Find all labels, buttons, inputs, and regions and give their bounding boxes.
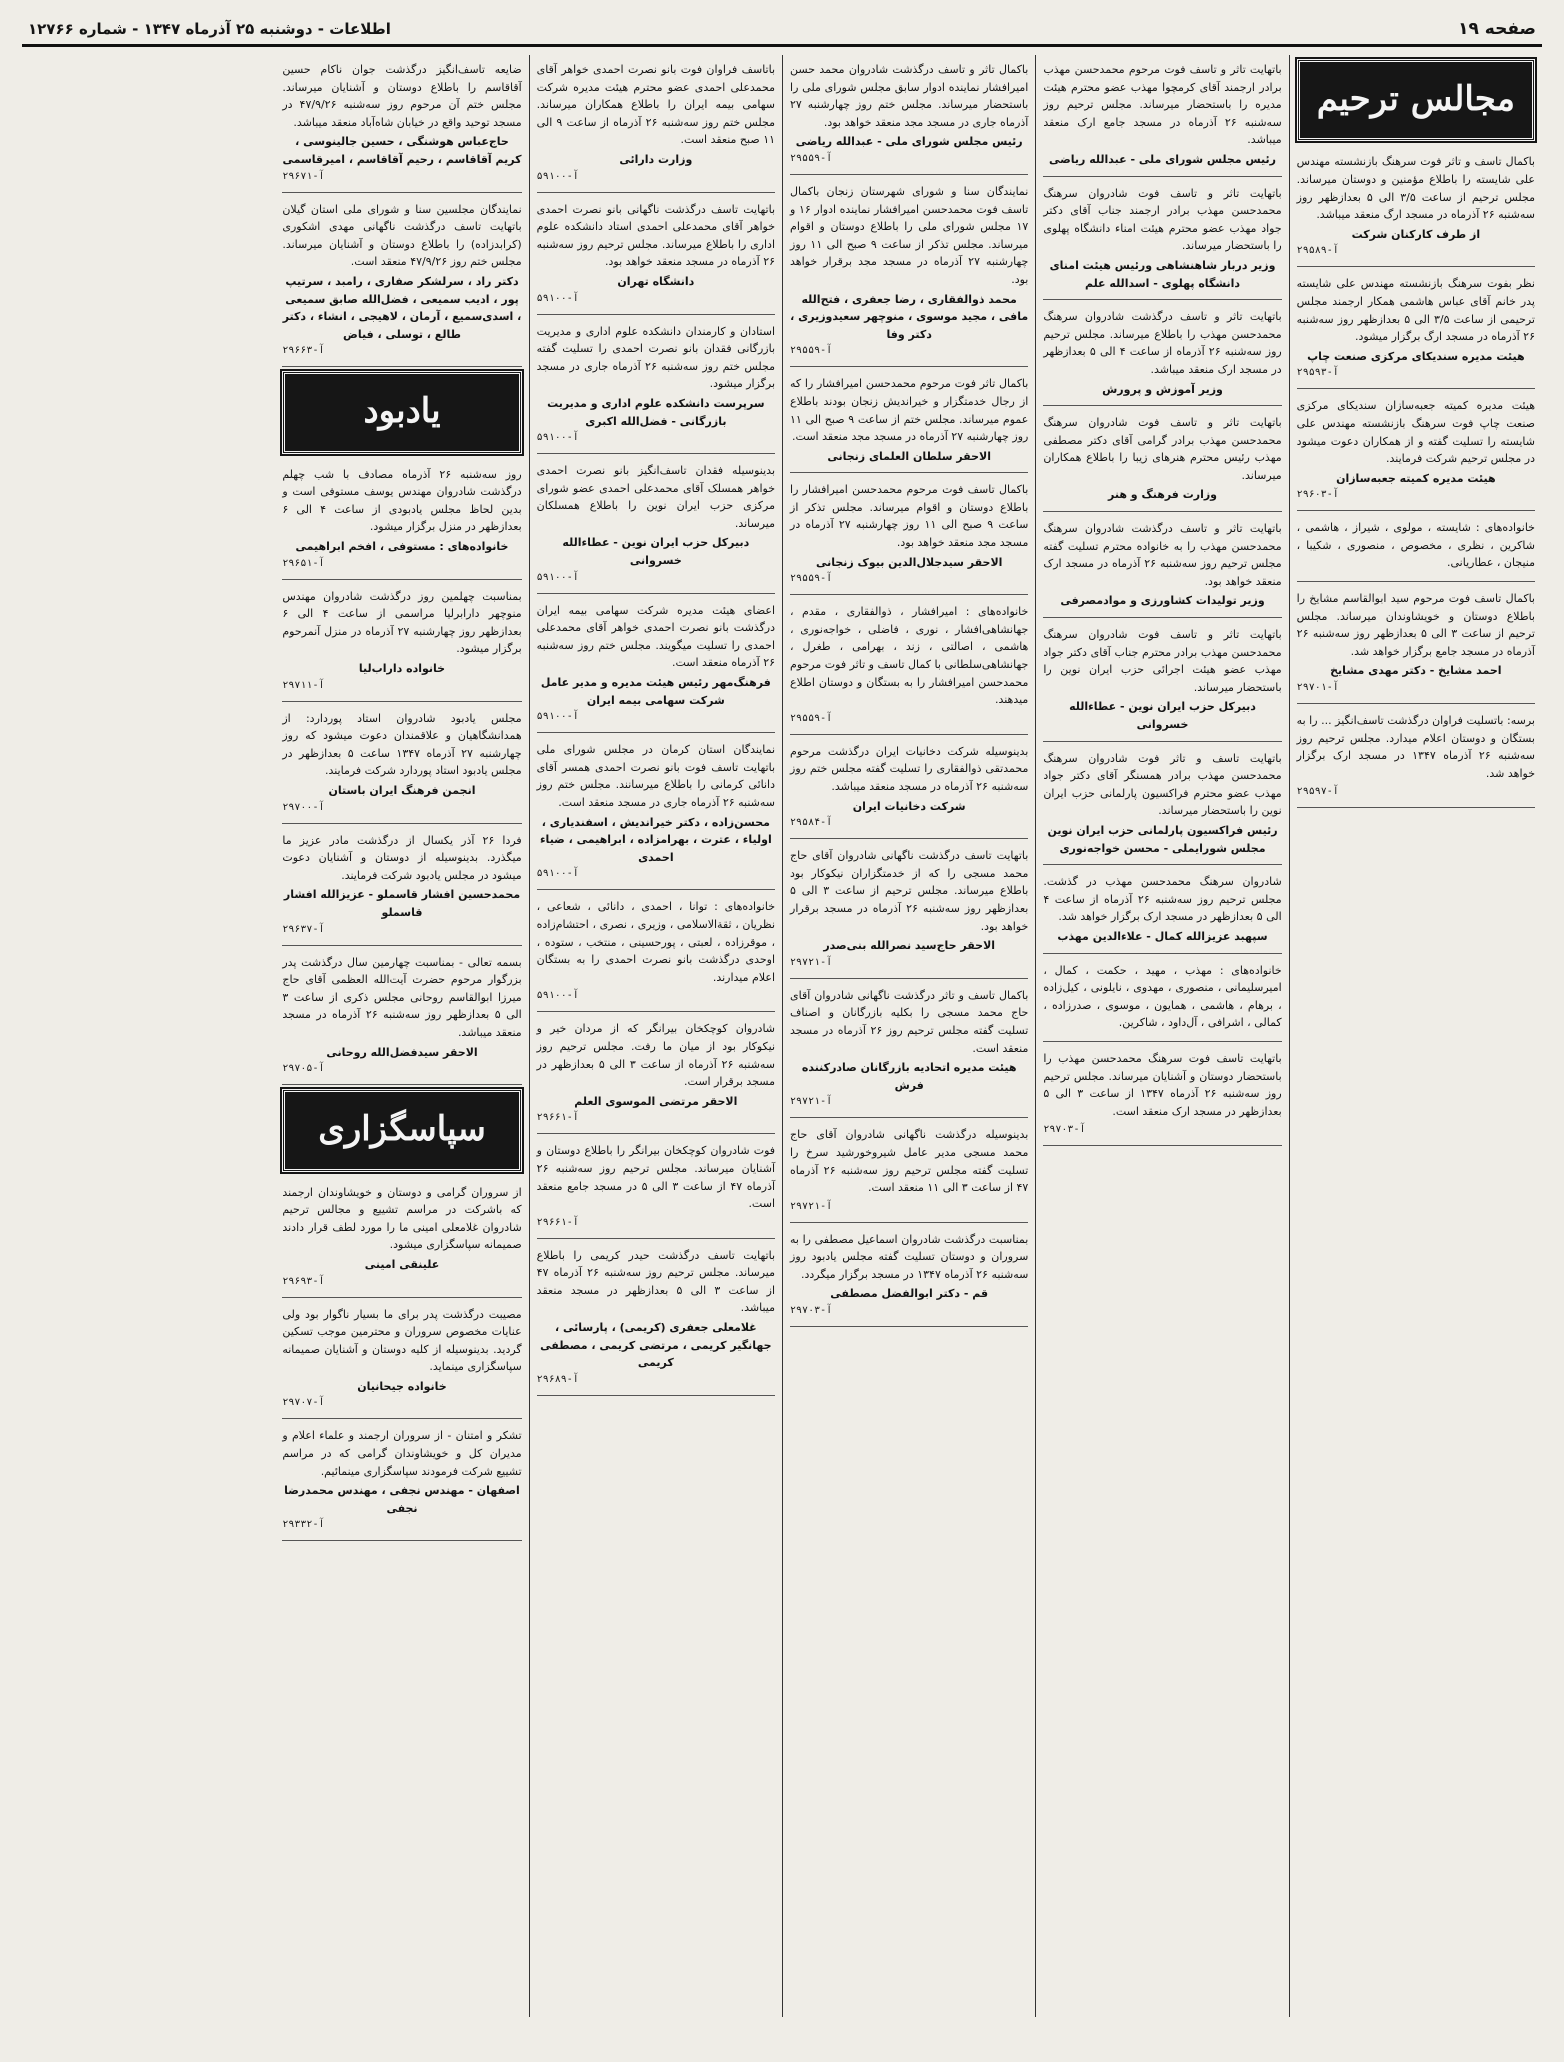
notice-signature: محمدحسین افشار قاسملو - عزیزالله افشار قاسملو xyxy=(283,888,521,919)
notice-code: آ-۲۹۷۰۰ xyxy=(282,801,325,813)
notice-text: باتهایت تاسف درگذشت حیدر کریمی را باطلاع میرساند. مجلس ترحیم روز سه‌شنبه ۲۶ آذرماه ۴۷ از ساعت ۳ الی ۵ بعدازظهر در مسجد منعقد میباشد. xyxy=(536,1248,776,1315)
notice xyxy=(282,197,521,368)
notice-text: خانواده‌های : امیرافشار ، ذوالفقاری ، مقدم ، جهانشاهی‌افشار ، نوری ، فاضلی ، خواجه‌نوری ، هاشمی ، اصالتی ، زند ، بهرامی ، طغرل ، جهانشاهی‌سلطانی با کمال تاسف و تاثر فوت مرحوم محمدحسن امیرافشار را به بستگان و دوستان اطلاع میدهند. xyxy=(790,605,1029,707)
notice xyxy=(790,983,1028,1119)
notice-signature: حاج‌عباس هوشنگی ، حسین جالینوسی ، کریم آقاقاسم ، رحیم آقاقاسم ، امیرقاسمی xyxy=(282,135,522,166)
notice xyxy=(537,598,775,734)
remembrance-banner: یادبود xyxy=(282,371,521,453)
notice-text: باتهایت تاسف درگذشت ناگهانی شادروان آقای حاج محمد مسجی را که از خدمتگزاران نیکوکار بود باطلاع میرساند. مجلس ترحیم از ساعت ۳ الی ۵ بعدازظهر روز سه‌شنبه ۲۶ آذرماه در مسجد برقرار خواهد بود. xyxy=(790,849,1029,933)
notice xyxy=(537,57,775,193)
notice-code: آ-۵۹۱۰۰ xyxy=(536,868,579,880)
notice-code: آ-۲۹۵۸۹ xyxy=(1296,245,1339,257)
notice-text: استادان و کارمندان دانشکده علوم اداری و مدیریت بازرگانی فقدان بانو نصرت احمدی را تسلیت گفته مجلس ختم روز سه‌شنبه ۲۶ آذرماه جاری در مسجد برگزار میشود. xyxy=(536,324,776,391)
notice-signature: غلامعلی جعفری (کریمی) ، پارسائی ، جهانگیر کریمی ، مرتضی کریمی ، مصطفی کریمی xyxy=(540,1321,772,1370)
notice xyxy=(1043,1046,1281,1146)
notice-signature: سرپرست دانشکده علوم اداری و مدیریت بازرگانی - فضل‌الله اکبری xyxy=(547,396,765,428)
notice-signature: وزارت دارائی xyxy=(619,152,693,166)
notice-text: شادروان کوچکخان بیرانگر که از مردان خیر و نیکوکار بود از میان ما رفت. مجلس ترحیم روز سه‌شنبه ۲۶ آذرماه از ساعت ۳ الی ۵ بعدازظهر در مسجد برقرار است. xyxy=(536,1022,776,1089)
notice-code: آ-۲۹۷۰۷ xyxy=(282,1397,325,1409)
columns xyxy=(22,55,1542,2017)
issue-info: اطلاعات - دوشنبه ۲۵ آذرماه ۱۳۴۷ - شماره ۱۲۷۶۶ xyxy=(28,20,391,38)
notice-text: بدینوسیله فقدان تاسف‌انگیز بانو نصرت احمدی خواهر همسلک آقای محمدعلی احمدی عضو شورای مرکزی حزب ایران نوین را باطلاع همسلکان میرساند. xyxy=(536,464,776,530)
notice-text: باتهایت تاثر و تاسف فوت شادروان سرهنگ محمدحسن مهذب برادر محترم جناب آقای دکتر جواد مهذب عضو هیئت اجرائی حزب ایران نوین را باستحضار میرساند. xyxy=(1043,628,1282,694)
notice-text: بمناسبت چهلمین روز درگذشت شادروان مهندس منوچهر دارابرلیا مراسمی از ساعت ۴ الی ۶ بعدازظهر روز چهارشنبه ۲۷ آذرماه در منزل آنمرحوم برگزار میشود. xyxy=(282,589,522,656)
notice-text: باتهایت تاسف فوت سرهنگ محمدحسن مهذب را باستحضار دوستان و آشنایان میرساند. مجلس ترحیم روز سه‌شنبه ۲۶ آذرماه ۱۳۴۷ از ساعت ۳ الی ۵ بعدازظهر در مسجد ارک منعقد است. xyxy=(1043,1051,1282,1118)
notice-code: آ-۲۹۶۵۱ xyxy=(282,557,325,569)
notice xyxy=(282,57,521,193)
notice-text: هیئت مدیره کمیته جعبه‌سازان سندیکای مرکزی صنعت چاپ فوت سرهنگ بازنشسته مهندس علی شایسته را تسلیت گفته و از همکاران دعوت میشود در مجلس ترحیم شرکت فرمایند. xyxy=(1296,399,1535,466)
notice-signature: فرهنگ‌مهر رئیس هیئت مدیره و مدیر عامل شرکت سهامی بیمه ایران xyxy=(540,676,771,707)
notice-text: خانواده‌های : شایسته ، مولوی ، شیراز ، هاشمی ، شاکرین ، نظری ، مخصوص ، منصوری ، شکیبا ، منیجان ، عطاریانی. xyxy=(1296,521,1535,570)
notice-signature: محمد ذوالفقاری ، رضا جعفری ، فتح‌الله مافی ، مجید موسوی ، منوچهر سعیدوزیری ، دکتر وفا xyxy=(790,292,1029,341)
notice-code: آ-۲۹۷۲۱ xyxy=(790,1200,833,1212)
notice-code: آ-۲۹۷۰۱ xyxy=(1296,682,1339,694)
notice-text: باکمال تاسف و تاثر درگذشت ناگهانی شادروان آقای حاج محمد مسجی را بکلیه بازرگانان و اصناف تسلیت گفته مجلس ترحیم روز ۲۶ آذرماه در مسجد منعقد است. xyxy=(790,988,1029,1055)
notice-signature: هیئت مدیره سندیکای مرکزی صنعت چاپ xyxy=(1307,349,1525,363)
notice xyxy=(1297,393,1535,511)
notice-text: باتهایت تاثر و تاسف درگذشت شادروان سرهنگ محمدحسن مهذب را باطلاع میرساند. مجلس ترحیم روز سه‌شنبه ۲۶ آذرماه از ساعت ۴ الی ۵ بعدازظهر در مسجد ارک منعقد میباشد. xyxy=(1043,310,1282,376)
masthead xyxy=(22,14,1542,47)
notice-code: آ-۲۹۷۲۱ xyxy=(790,1096,833,1108)
notice-signature: وزیر آموزش و پرورش xyxy=(1102,382,1223,396)
notice-code: آ-۲۹۳۳۲ xyxy=(282,1519,325,1531)
notice xyxy=(537,319,775,455)
notice-text: بمناسبت درگذشت شادروان اسماعیل مصطفی را به سروران و دوستان تسلیت گفته مجلس یادبود روز سه‌شنبه ۲۶ آذرماه ۱۳۴۷ در مسجد برگزار میگردد. xyxy=(790,1232,1029,1281)
notice xyxy=(1297,515,1535,582)
notice-text: برسه: باتسلیت فراوان درگذشت تاسف‌انگیز ... را به بستگان و دوستان اعلام میدارد. مجلس ترحیم روز سه‌شنبه ۲۶ آذرماه ۱۳۴۷ در مسجد ارک برگزار خواهد شد. xyxy=(1296,714,1535,780)
notice-signature: قم - دکتر ابوالفضل مصطفی xyxy=(830,1287,989,1301)
notice xyxy=(790,843,1028,979)
notice-code: آ-۲۹۶۷۱ xyxy=(282,170,325,182)
notice xyxy=(790,371,1028,473)
notice-signature: سپهبد عزیزالله کمال - علاءالدین مهذب xyxy=(1057,929,1268,943)
notices-column-4 xyxy=(537,57,775,1396)
notice-signature: اصفهان - مهندس نجفی ، مهندس محمدرضا نجفی xyxy=(284,1484,520,1515)
notice xyxy=(1297,708,1535,808)
notice-signature: انجمن فرهنگ ایران باستان xyxy=(328,784,476,798)
notices-column-1 xyxy=(1297,149,1535,808)
column-3 xyxy=(782,55,1035,2017)
notice xyxy=(1297,149,1535,267)
notice-signature: از طرف کارکنان شرکت xyxy=(1351,227,1481,241)
notices-column-3 xyxy=(790,57,1028,1327)
notice-signature: خانواده جیحانیان xyxy=(357,1379,447,1393)
notice-text: ضایعه تاسف‌انگیز درگذشت جوان ناکام حسین آقاقاسم را باطلاع دوستان و آشنایان میرساند. مجلس ختم آن مرحوم روز سه‌شنبه ۴۷/۹/۲۶ در مسجد توحید واقع در خیابان شاه‌آباد منعقد میباشد. xyxy=(282,63,522,129)
notice xyxy=(537,894,775,1012)
notice-code: آ-۵۹۱۰۰ xyxy=(536,571,579,583)
notice-code: آ-۲۹۵۸۴ xyxy=(790,817,833,829)
notice xyxy=(282,1302,521,1420)
notice xyxy=(790,1227,1028,1327)
column-5 xyxy=(275,55,528,2017)
notice-text: بدینوسیله درگذشت ناگهانی شادروان آقای حاج محمد مسجی مدیر عامل شیروخورشید سرخ را تسلیت گفته مجلس ترحیم روز سه‌شنبه ۲۶ آذرماه ۴۷ از ساعت ۳ الی ۱۱ منعقد است. xyxy=(790,1128,1029,1195)
notice-text: بدینوسیله شرکت دخانیات ایران درگذشت مرحوم محمدتقی ذوالفقاری را تسلیت گفته مجلس ختم روز سه‌شنبه ۲۶ آذرماه در مسجد منعقد میباشد. xyxy=(790,744,1029,793)
condolences-banner: مجالس ترحیم xyxy=(1297,59,1535,141)
notice-text: باتهایت تاسف و تاثر فوت شادروان سرهنگ محمدحسن مهذب برادر همسنگر آقای دکتر جواد مهذب عضو محترم فراکسیون پارلمانی حزب ایران نوین را باستحضار میرساند. xyxy=(1043,751,1282,818)
notice-signature: شرکت دخانیات ایران xyxy=(852,799,966,813)
notice-signature: علینقی امینی xyxy=(364,1257,440,1271)
notice xyxy=(790,599,1028,735)
notices-column-2 xyxy=(1043,57,1281,1146)
notice-signature: وزیر تولیدات کشاورزی و موادمصرفی xyxy=(1060,594,1265,608)
notice xyxy=(790,1122,1028,1222)
notice xyxy=(537,1243,775,1396)
notice-text: از سروران گرامی و دوستان و خویشاوندان ارجمند که باشرکت در مراسم تشییع و مجالس ترحیم شادروان غلامعلی امینی ما را مورد لطف قرار دادند صمیمانه سپاسگزاری میشود. xyxy=(282,1185,522,1252)
notice-code: آ-۲۹۵۹۷ xyxy=(1296,786,1339,798)
notices-column-5a xyxy=(282,57,521,367)
notice xyxy=(537,1138,775,1238)
notice xyxy=(1043,516,1281,618)
notice-text: مجلس یادبود شادروان استاد پوردارد: از همدانشگاهیان و علاقمندان دعوت میشود که روز چهارشنبه ۲۷ آذرماه ۱۳۴۷ ساعت ۵ بعدازظهر در مجلس یادبود استاد پوردارد شرکت فرمایند. xyxy=(282,711,522,778)
notice-code: آ-۵۹۱۰۰ xyxy=(536,711,579,723)
notice xyxy=(790,57,1028,175)
column-2 xyxy=(1035,55,1288,2017)
notice-signature: الاحقر سیدفضل‌الله روحانی xyxy=(326,1045,478,1059)
notice-signature: رئیس مجلس شورای ملی - عبدالله ریاضی xyxy=(1049,152,1276,166)
notice-signature: خانواده‌های : مستوفی ، افخم ابراهیمی xyxy=(295,540,509,554)
notice-signature: دبیرکل حزب ایران نوین - عطاءالله خسروانی xyxy=(562,536,750,568)
notice xyxy=(537,737,775,890)
notice-signature: دکتر راد ، سرلشکر صفاری ، رامبد ، سرتیپ پور ، ادیب سمیعی ، فضل‌الله صابق سمیعی ، اسدی‌سمیع ، آرمان ، لاهیجی ، انشاء ، دکتر طالع ، توسلی ، فیاض xyxy=(282,274,522,341)
notice-signature: الاحقر سیدجلال‌الدین بیوک زنجانی xyxy=(815,555,1003,569)
notice-text: باتهایت تاسف درگذشت ناگهانی بانو نصرت احمدی خواهر آقای محمدعلی احمدی استاد دانشکده علوم اداری را باطلاع میرساند. مجلس ترحیم روز سه‌شنبه ۲۶ آذرماه در مسجد منعقد خواهد بود. xyxy=(536,202,776,269)
notices-column-5b xyxy=(282,462,521,1085)
notices-column-5c xyxy=(282,1180,521,1542)
notice-text: باتهایت تاثر و تاسف فوت مرحوم محمدحسن مهذب برادر ارجمند آقای کرمچوا مهذب عضو محترم هیئت مدیره را باستحضار میرساند. مجلس ترحیم روز سه‌شنبه ۲۶ آذرماه در مسجد جامع ارک منعقد میباشد. xyxy=(1043,63,1282,147)
notice xyxy=(1043,57,1281,177)
notice xyxy=(1297,586,1535,704)
notice-code: آ-۲۹۷۰۵ xyxy=(282,1063,325,1075)
notice-text: تشکر و امتنان - از سروران ارجمند و علماء اعلام و مدیران کل و خویشاوندان گرامی که در مراسم تشییع شرکت فرمودند سپاسگزاری مینمائیم. xyxy=(282,1429,522,1478)
notice-text: فوت شادروان کوچکخان بیرانگر را باطلاع دوستان و آشنایان میرساند. مجلس ترحیم روز سه‌شنبه ۲۶ آذرماه ۴۷ از ساعت ۳ الی ۵ در مسجد جامع منعقد است. xyxy=(536,1144,776,1211)
notice xyxy=(282,462,521,580)
notice-code: آ-۵۹۱۰۰ xyxy=(536,990,579,1002)
notice-signature: هیئت مدیره اتحادیه بازرگانان صادرکننده فرش xyxy=(801,1061,1017,1092)
notice xyxy=(282,706,521,824)
notice-code: آ-۲۹۵۹۳ xyxy=(1296,367,1339,379)
notice xyxy=(282,950,521,1086)
notice-text: باکمال تاثر فوت مرحوم محمدحسن امیرافشار را که از رجال خدمتگزار و خیراندیش زنجان بودند باطلاع عموم میرساند. مجلس ختم از ساعت ۹ صبح الی ۱۱ روز چهارشنبه ۲۷ آذرماه در مسجد مجد منعقد است. xyxy=(790,377,1029,444)
notice-code: آ-۲۹۶۰۳ xyxy=(1296,489,1339,501)
notice-text: فردا ۲۶ آذر یکسال از درگذشت مادر عزیز ما میگذرد. بدینوسیله از دوستان و آشنایان دعوت میشود در مجلس یادبود شرکت فرمایند. xyxy=(282,833,522,882)
notice-text: مصیبت درگذشت پدر برای ما بسیار ناگوار بود ولی عنایات مخصوص سروران و محترمین موجب تسکین گردید. بدینوسیله از کلیه دوستان و آشنایان صمیمانه سپاسگزاری مینماید. xyxy=(282,1307,522,1374)
notice xyxy=(1043,410,1281,512)
notice xyxy=(1043,958,1281,1042)
notice-code: آ-۲۹۷۰۳ xyxy=(1043,1124,1086,1136)
notice-text: اعضای هیئت مدیره شرکت سهامی بیمه ایران درگذشت بانو نصرت احمدی خواهر آقای محمدعلی احمدی را تسلیت میگویند. مجلس ختم روز سه‌شنبه ۲۶ آذرماه منعقد است. xyxy=(536,603,776,670)
notice-signature: محسن‌زاده ، دکتر خیراندیش ، اسفندیاری ، اولیاء ، عترت ، بهرامزاده ، ابراهیمی ، ضیاء احمدی xyxy=(539,815,772,864)
notice-text: بسمه تعالی - بمناسبت چهارمین سال درگذشت پدر بزرگوار مرحوم حضرت آیت‌الله العظمی آقای حاج میرزا ابوالقاسم روحانی مجلس ذکری از ساعت ۳ الی ۵ بعدازظهر روز سه‌شنبه ۲۶ آذرماه در مسجد منعقد میباشد. xyxy=(282,955,522,1039)
notice-code: آ-۲۹۶۶۱ xyxy=(536,1112,579,1124)
thanks-banner: سپاسگزاری xyxy=(282,1089,521,1171)
notice-signature: الاحقر حاج‌سید نصرالله بنی‌صدر xyxy=(823,939,996,953)
notice-signature: وزارت فرهنگ و هنر xyxy=(1107,488,1218,502)
column-4 xyxy=(529,55,782,2017)
notice-signature: دبیرکل حزب ایران نوین - عطاءالله خسروانی xyxy=(1069,700,1256,731)
notice-code: آ-۲۹۷۲۱ xyxy=(790,956,833,968)
notice xyxy=(1043,869,1281,953)
notice xyxy=(1043,304,1281,406)
notice-signature: دانشگاه تهران xyxy=(617,274,695,288)
notice xyxy=(537,1016,775,1134)
notice-text: نمایندگان مجلسین سنا و شورای ملی استان گیلان باتهایت تاسف درگذشت ناگهانی مهدی اشکوری (کرابدزاده) را باطلاع دوستان و آشنایان میرساند. مجلس ختم روز ۴۷/۹/۲۶ منعقد است. xyxy=(282,202,522,269)
notice xyxy=(1297,271,1535,389)
notice xyxy=(790,179,1028,367)
notice-code: آ-۲۹۵۵۹ xyxy=(790,345,833,357)
notice-code: آ-۵۹۱۰۰ xyxy=(536,432,579,444)
notice-signature: رئیس فراکسیون پارلمانی حزب ایران نوین مجلس شورایملی - محسن خواجه‌نوری xyxy=(1047,823,1278,855)
notice xyxy=(1043,622,1281,742)
notice xyxy=(1043,181,1281,301)
notice-text: باکمال تاسف و تاثر فوت سرهنگ بازنشسته مهندس علی شایسته را باطلاع مؤمنین و دوستان میرساند. مجلس ترحیم از ساعت ۳/۵ الی ۵ بعدازظهر روز سه‌شنبه ۲۶ آذرماه در مسجد ارگ منعقد میباشد. xyxy=(1296,155,1535,222)
notice-code: آ-۲۹۷۱۱ xyxy=(282,679,325,691)
notice-text: باکمال تاسف فوت مرحوم محمدحسن امیرافشار را باطلاع دوستان و اقوام میرساند. مجلس تذکر از ساعت ۹ صبح الی ۱۱ روز چهارشنبه ۲۷ آذرماه در مسجد مجد منعقد خواهد بود. xyxy=(790,483,1029,550)
notice-code: آ-۲۹۵۵۹ xyxy=(790,573,833,585)
notice-text: باتاسف فراوان فوت بانو نصرت احمدی خواهر آقای محمدعلی احمدی عضو محترم هیئت مدیره شرکت سهامی بیمه ایران را باطلاع همکاران میرساند. مجلس ختم روز سه‌شنبه ۲۶ آذرماه از ساعت ۹ الی ۱۱ صبح منعقد است. xyxy=(536,63,776,147)
notice-text: نمایندگان سنا و شورای شهرستان زنجان باکمال تاسف فوت محمدحسن امیرافشار نماینده ادوار ۱۶ و ۱۷ مجلس شورای ملی را باطلاع دوستان و اقوام میرساند. مجلس تذکر از ساعت ۹ صبح الی ۱۱ روز چهارشنبه ۲۷ آذرماه در مسجد مجد برقرار خواهد بود. xyxy=(790,184,1029,286)
notice-signature: رئیس مجلس شورای ملی - عبدالله ریاضی xyxy=(795,135,1023,149)
notice-code: آ-۲۹۷۰۳ xyxy=(790,1305,833,1317)
notice-code: آ-۵۹۱۰۰ xyxy=(536,292,579,304)
notice-text: باتهایت تاثر و تاسف فوت شادروان سرهنگ محمدحسن مهذب برادر ارجمند جناب آقای دکتر جواد مهذب عضو محترم هیئت امناء دانشگاه پهلوی را باستحضار میرساند. xyxy=(1043,186,1282,253)
notice-text: باکمال تاسف فوت مرحوم سید ابوالقاسم مشایخ را باطلاع دوستان و خویشاوندان میرساند. مجلس ترحیم از ساعت ۳ الی ۵ بعدازظهر روز سه‌شنبه ۲۶ آذرماه در مسجد جامع برگزار خواهد شد. xyxy=(1296,592,1535,658)
notice-code: آ-۲۹۶۶۱ xyxy=(536,1216,579,1228)
notice-signature: الاحقر مرتضی الموسوی العلم xyxy=(574,1094,738,1108)
notice-signature: هیئت مدیره کمیته جعبه‌سازان xyxy=(1336,471,1496,485)
notice-code: آ-۵۹۱۰۰ xyxy=(536,170,579,182)
notice-text: نظر بفوت سرهنگ بازنشسته مهندس علی شایسته پدر خانم آقای عباس هاشمی همکار ارجمند مجلس ترحیمی از ساعت ۳/۵ الی ۵ بعدازظهر روز سه‌شنبه ۲۶ آذرماه در مسجد ارگ برگزار میشود. xyxy=(1296,277,1535,344)
notice xyxy=(1043,746,1281,866)
notice xyxy=(282,1423,521,1541)
notice-signature: احمد مشایخ - دکتر مهدی مشایخ xyxy=(1330,664,1502,678)
notice-text: شادروان سرهنگ محمدحسن مهذب در گذشت. مجلس ترحیم روز سه‌شنبه ۲۶ آذرماه از ساعت ۴ الی ۵ بعدازظهر در مسجد ارک برگزار خواهد شد. xyxy=(1043,875,1282,924)
notice xyxy=(790,739,1028,839)
notice-signature: الاحقر سلطان العلمای زنجانی xyxy=(827,449,991,463)
notice-code: آ-۲۹۵۵۹ xyxy=(790,712,833,724)
notice-text: باتهایت تاثر و تاسف درگذشت شادروان سرهنگ محمدحسن مهذب را به خانواده محترم تسلیت گفته مجلس ترحیم روز سه‌شنبه ۲۶ آذرماه در مسجد ارک منعقد خواهد بود. xyxy=(1043,522,1282,588)
notice-signature: خانواده داراب‌لیا xyxy=(358,662,446,676)
page-number: صفحه ۱۹ xyxy=(1458,19,1536,39)
notice-text: باتهایت تاثر و تاسف فوت شادروان سرهنگ محمدحسن مهذب برادر گرامی آقای دکتر مصطفی مهذب رئیس محترم هنرهای زیبا را باطلاع همکاران میرساند. xyxy=(1043,416,1282,482)
notice-signature: وزیر دربار شاهنشاهی ورئیس هیئت امنای دانشگاه پهلوی - اسدالله علم xyxy=(1049,258,1276,290)
notice xyxy=(537,458,775,594)
notice-text: نمایندگان استان کرمان در مجلس شورای ملی باتهایت تاسف فوت بانو نصرت احمدی همسر آقای دانائی کرمانی را باطلاع میرسانند. مجلس ختم روز سه‌شنبه ۲۶ آذرماه جاری در مسجد منعقد است. xyxy=(536,743,776,809)
column-1 xyxy=(1289,55,1542,2017)
notice-code: آ-۲۹۶۹۳ xyxy=(282,1275,325,1287)
notice-code: آ-۲۹۵۵۹ xyxy=(790,152,833,164)
notice-code: آ-۲۹۶۸۹ xyxy=(536,1373,579,1385)
notice-text: باکمال تاثر و تاسف درگذشت شادروان محمد حسن امیرافشار نماینده ادوار سابق مجلس شورای ملی را باستحضار میرساند. مجلس ختم روز چهارشنبه ۲۷ آذرماه جاری در مسجد مجد منعقد خواهد بود. xyxy=(790,63,1029,129)
notice xyxy=(282,584,521,702)
notice xyxy=(282,828,521,946)
notice xyxy=(282,1180,521,1298)
notice-text: خانواده‌های : توانا ، احمدی ، دانائی ، شعاعی ، نظریان ، ثقةالاسلامی ، وزیری ، نصری ، احتشام‌زاده ، موقرزاده ، لعبتی ، پورحسینی ، منتخب ، ستوده ، اوحدی درگذشت بانو نصرت احمدی را به بستگان اعلام میدارند. xyxy=(536,900,776,984)
notice xyxy=(790,477,1028,595)
notice-code: آ-۲۹۶۶۳ xyxy=(282,345,325,357)
notice-code: آ-۲۹۶۳۷ xyxy=(282,923,325,935)
notice xyxy=(537,197,775,315)
newspaper-page xyxy=(22,14,1542,2024)
notice-text: روز سه‌شنبه ۲۶ آذرماه مصادف با شب چهلم درگذشت شادروان مهندس یوسف مستوفی است و بدین لحاظ مجلس یادبودی از ساعت ۴ الی ۶ بعدازظهر در منزل برگزار میشود. xyxy=(282,467,522,534)
notice-text: خانواده‌های : مهذب ، مهید ، حکمت ، کمال ، امیرسلیمانی ، منصوری ، مهدوی ، نایلونی ، کیل‌زاده ، برهام ، هاشمی ، همایون ، موسوی ، صدرزاده ، کمالی ، اشرافی ، آل‌داود ، شاکرین. xyxy=(1043,963,1282,1030)
